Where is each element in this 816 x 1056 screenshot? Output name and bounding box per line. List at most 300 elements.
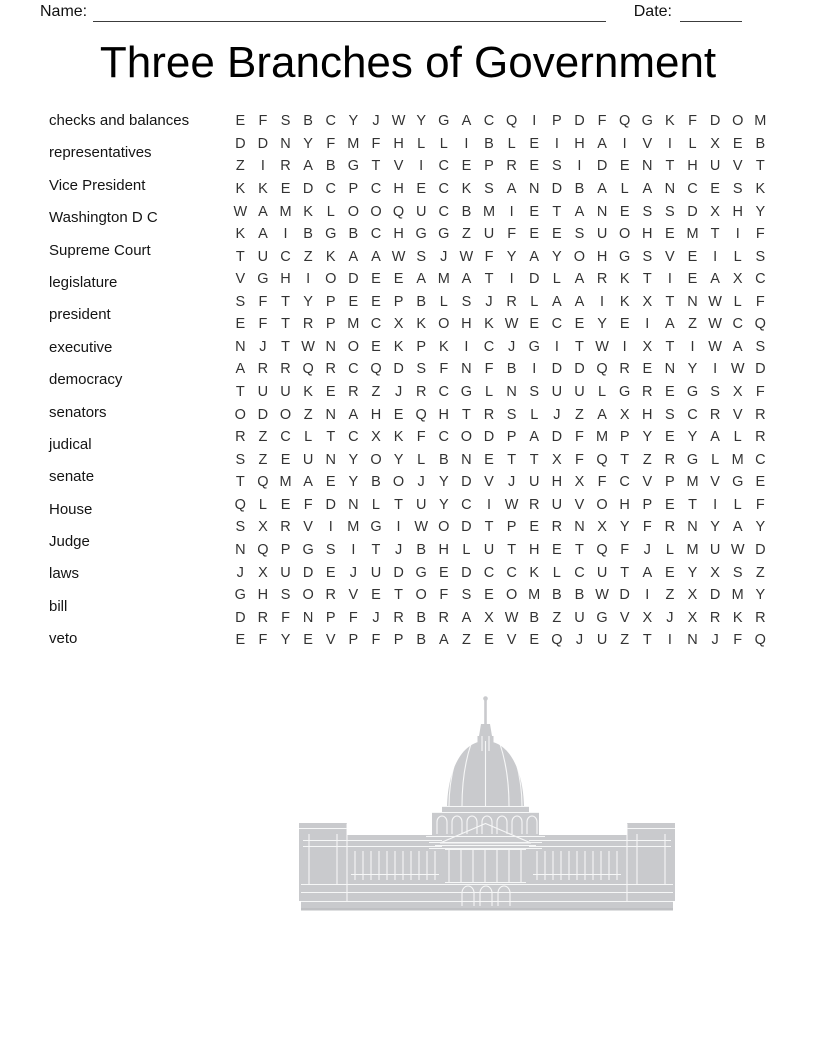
grid-letter: J: [575, 632, 584, 649]
grid-letter: C: [325, 113, 336, 130]
grid-letter: V: [325, 632, 336, 649]
grid-letter: I: [328, 519, 333, 536]
grid-letter: G: [438, 226, 450, 243]
grid-letter: C: [755, 451, 766, 468]
grid-letter: O: [460, 429, 473, 446]
grid-letter: O: [596, 496, 608, 513]
grid-letter: U: [551, 384, 563, 401]
grid-letter: N: [302, 609, 314, 626]
grid-letter: A: [461, 271, 472, 288]
grid-letter: B: [438, 451, 449, 468]
grid-letter: P: [280, 541, 291, 558]
word-list-item: Supreme Court: [49, 241, 151, 259]
grid-letter: T: [688, 496, 697, 513]
grid-letter: C: [483, 338, 495, 355]
grid-letter: E: [619, 316, 630, 333]
grid-letter: S: [574, 226, 585, 243]
grid-letter: P: [506, 429, 517, 446]
grid-letter: D: [461, 519, 472, 536]
grid-letter: G: [460, 384, 473, 401]
grid-letter: X: [642, 293, 653, 310]
word-list-item: bill: [49, 597, 68, 615]
grid-letter: D: [325, 496, 336, 513]
grid-letter: U: [596, 632, 608, 649]
grid-letter: P: [325, 293, 336, 310]
grid-letter: L: [552, 564, 561, 581]
word-list-item: Judge: [49, 533, 90, 551]
grid-letter: E: [348, 293, 359, 310]
word-list-item: checks and balances: [49, 112, 190, 129]
grid-letter: I: [464, 135, 469, 152]
grid-letter: I: [509, 203, 514, 220]
grid-letter: E: [574, 316, 585, 333]
grid-letter: E: [619, 203, 630, 220]
grid-letter: T: [620, 564, 630, 581]
grid-letter: S: [416, 361, 427, 378]
grid-letter: U: [528, 474, 540, 491]
grid-letter: L: [439, 135, 448, 152]
grid-letter: Y: [303, 135, 313, 152]
grid-letter: U: [596, 226, 608, 243]
grid-letter: S: [755, 338, 766, 355]
grid-letter: R: [755, 406, 766, 423]
grid-letter: F: [371, 632, 381, 649]
grid-letter: D: [528, 271, 540, 288]
grid-letter: Z: [371, 384, 381, 401]
grid-letter: B: [325, 158, 336, 175]
grid-letter: F: [258, 632, 268, 649]
grid-letter: F: [303, 496, 313, 513]
grid-letter: O: [279, 406, 292, 423]
grid-letter: P: [416, 338, 427, 355]
grid-letter: S: [235, 451, 246, 468]
grid-letter: S: [665, 203, 675, 220]
grid-letter: E: [529, 316, 540, 333]
grid-letter: A: [303, 474, 313, 491]
grid-letter: K: [665, 113, 675, 130]
grid-letter: Z: [755, 564, 765, 581]
grid-letter: D: [461, 474, 472, 491]
grid-letter: I: [713, 248, 718, 265]
grid-letter: Y: [393, 451, 404, 468]
grid-letter: H: [461, 316, 472, 333]
grid-letter: V: [732, 406, 743, 423]
grid-letter: M: [686, 474, 699, 491]
grid-letter: I: [532, 361, 537, 378]
grid-letter: T: [281, 293, 290, 310]
grid-letter: O: [619, 226, 631, 243]
grid-letter: I: [622, 338, 627, 355]
grid-letter: I: [622, 135, 627, 152]
grid-letter: O: [302, 587, 314, 604]
grid-letter: L: [530, 406, 539, 423]
word-list-item: House: [49, 500, 93, 518]
grid-letter: F: [416, 429, 426, 446]
grid-letter: M: [482, 203, 496, 220]
grid-letter: N: [687, 519, 698, 536]
grid-letter: E: [371, 338, 381, 355]
grid-letter: Q: [234, 496, 246, 513]
grid-letter: L: [462, 541, 471, 558]
grid-letter: H: [257, 587, 269, 604]
grid-letter: Q: [596, 451, 608, 468]
grid-letter: J: [666, 609, 674, 626]
grid-letter: Q: [551, 632, 563, 649]
grid-letter: K: [325, 248, 336, 265]
grid-letter: I: [419, 158, 424, 175]
grid-letter: G: [415, 226, 427, 243]
grid-letter: W: [391, 248, 406, 265]
grid-letter: H: [393, 180, 404, 197]
grid-letter: M: [596, 429, 609, 446]
grid-letter: E: [529, 226, 540, 243]
grid-letter: C: [438, 203, 450, 220]
grid-letter: E: [710, 180, 720, 197]
grid-letter: B: [371, 474, 381, 491]
grid-letter: X: [732, 384, 743, 401]
grid-letter: V: [484, 474, 494, 491]
grid-letter: Y: [687, 564, 698, 581]
grid-letter: L: [417, 451, 426, 468]
grid-letter: N: [325, 451, 336, 468]
grid-letter: F: [484, 248, 494, 265]
grid-letter: N: [687, 632, 698, 649]
grid-letter: N: [325, 338, 336, 355]
grid-letter: F: [755, 384, 765, 401]
grid-letter: A: [258, 203, 268, 220]
grid-letter: G: [528, 338, 540, 355]
word-list-item: democracy: [49, 371, 123, 389]
grid-letter: D: [755, 541, 766, 558]
grid-letter: T: [755, 158, 765, 175]
grid-letter: C: [732, 316, 743, 333]
us-capitol-icon: [299, 694, 675, 913]
grid-letter: L: [733, 429, 742, 446]
grid-letter: W: [730, 361, 745, 378]
grid-letter: K: [619, 271, 630, 288]
grid-letter: L: [733, 248, 742, 265]
grid-letter: T: [507, 541, 517, 558]
grid-letter: M: [731, 451, 744, 468]
grid-letter: I: [690, 338, 695, 355]
grid-letter: L: [371, 496, 380, 513]
grid-letter: N: [687, 293, 698, 310]
grid-letter: H: [642, 226, 653, 243]
grid-letter: D: [619, 587, 630, 604]
grid-letter: Q: [257, 474, 269, 491]
grid-letter: O: [234, 406, 246, 423]
grid-letter: L: [598, 384, 607, 401]
grid-letter: H: [438, 541, 450, 558]
grid-letter: W: [459, 248, 474, 265]
grid-letter: G: [686, 384, 699, 401]
grid-letter: F: [755, 226, 765, 243]
grid-letter: J: [553, 406, 561, 423]
grid-letter: K: [438, 338, 449, 355]
grid-letter: S: [325, 541, 336, 558]
grid-letter: E: [371, 271, 381, 288]
grid-letter: L: [620, 180, 629, 197]
grid-letter: L: [711, 451, 720, 468]
grid-letter: R: [438, 609, 450, 626]
capitol-illustration: [299, 694, 675, 913]
grid-letter: P: [642, 496, 653, 513]
grid-letter: L: [552, 271, 561, 288]
grid-letter: A: [529, 248, 540, 265]
grid-letter: H: [732, 203, 743, 220]
grid-letter: V: [393, 158, 404, 175]
grid-letter: L: [258, 496, 267, 513]
grid-letter: Y: [506, 248, 517, 265]
grid-letter: T: [642, 271, 652, 288]
word-list-item: judical: [49, 435, 92, 453]
grid-letter: V: [619, 609, 630, 626]
grid-letter: O: [438, 316, 450, 333]
word-list-item: Vice President: [49, 176, 146, 194]
grid-letter: I: [713, 496, 718, 513]
grid-letter: D: [687, 203, 698, 220]
grid-letter: D: [393, 564, 404, 581]
grid-letter: G: [415, 564, 427, 581]
grid-letter: T: [665, 338, 675, 355]
grid-letter: Q: [415, 406, 427, 423]
grid-letter: K: [484, 316, 494, 333]
grid-letter: X: [574, 474, 585, 491]
grid-letter: N: [528, 180, 540, 197]
grid-letter: G: [370, 519, 382, 536]
grid-letter: F: [439, 587, 449, 604]
grid-letter: Q: [257, 541, 269, 558]
grid-letter: T: [235, 384, 245, 401]
grid-letter: Z: [235, 158, 245, 175]
grid-letter: N: [574, 519, 585, 536]
grid-letter: I: [486, 496, 492, 513]
grid-letter: B: [574, 587, 585, 604]
grid-letter: A: [732, 338, 743, 355]
grid-letter: X: [619, 406, 630, 423]
grid-letter: C: [370, 316, 382, 333]
grid-letter: F: [484, 361, 494, 378]
grid-letter: M: [347, 519, 360, 536]
grid-letter: R: [755, 609, 766, 626]
grid-letter: Q: [370, 361, 382, 378]
grid-letter: Z: [665, 587, 675, 604]
grid-letter: R: [619, 361, 630, 378]
grid-letter: D: [461, 564, 472, 581]
grid-letter: Q: [619, 113, 631, 130]
grid-letter: V: [642, 474, 653, 491]
grid-letter: O: [347, 203, 359, 220]
grid-letter: U: [280, 384, 291, 401]
grid-letter: R: [664, 519, 676, 536]
grid-letter: D: [574, 113, 585, 130]
grid-letter: R: [709, 609, 721, 626]
grid-letter: W: [595, 587, 609, 604]
grid-letter: M: [686, 226, 699, 243]
grid-letter: X: [552, 451, 562, 468]
grid-letter: C: [280, 429, 291, 446]
grid-letter: Y: [416, 113, 427, 130]
grid-letter: E: [280, 451, 291, 468]
grid-letter: F: [507, 226, 517, 243]
grid-letter: F: [371, 135, 381, 152]
grid-letter: F: [575, 429, 584, 446]
grid-letter: S: [416, 248, 427, 265]
word-list-item: senators: [49, 403, 107, 421]
grid-letter: Y: [642, 429, 653, 446]
grid-letter: C: [483, 564, 495, 581]
grid-letter: V: [642, 135, 653, 152]
grid-letter: X: [687, 609, 698, 626]
grid-letter: E: [687, 271, 698, 288]
grid-letter: I: [351, 541, 356, 558]
grid-letter: G: [325, 226, 337, 243]
grid-letter: X: [710, 135, 720, 152]
grid-letter: T: [371, 541, 381, 558]
grid-letter: E: [665, 226, 675, 243]
grid-letter: D: [596, 158, 608, 175]
grid-letter: A: [506, 180, 517, 197]
grid-letter: L: [439, 293, 448, 310]
grid-letter: Z: [303, 406, 313, 423]
grid-letter: Y: [619, 519, 630, 536]
grid-letter: E: [552, 226, 562, 243]
grid-letter: H: [596, 248, 608, 265]
grid-letter: C: [370, 226, 382, 243]
grid-letter: I: [667, 135, 672, 152]
grid-letter: T: [371, 158, 381, 175]
word-list-item: Washington D C: [49, 209, 158, 227]
grid-letter: H: [438, 406, 450, 423]
grid-letter: F: [575, 451, 584, 468]
grid-letter: K: [619, 293, 630, 310]
grid-letter: A: [348, 406, 359, 423]
grid-letter: Z: [303, 248, 313, 265]
grid-letter: H: [280, 271, 291, 288]
grid-letter: S: [484, 180, 494, 197]
grid-letter: B: [348, 226, 359, 243]
grid-letter: T: [642, 632, 652, 649]
grid-letter: L: [326, 203, 335, 220]
grid-letter: U: [709, 158, 721, 175]
grid-letter: C: [619, 474, 630, 491]
grid-letter: L: [304, 429, 313, 446]
grid-letter: J: [711, 632, 719, 649]
grid-letter: S: [642, 203, 653, 220]
grid-letter: A: [461, 609, 472, 626]
grid-letter: E: [438, 564, 449, 581]
grid-letter: K: [258, 180, 268, 197]
grid-letter: F: [326, 135, 336, 152]
grid-letter: F: [258, 113, 268, 130]
grid-letter: X: [258, 519, 268, 536]
grid-letter: Y: [687, 361, 698, 378]
grid-letter: A: [348, 248, 359, 265]
grid-letter: I: [667, 632, 672, 649]
grid-letter: K: [393, 338, 404, 355]
grid-letter: C: [438, 384, 450, 401]
grid-letter: T: [620, 451, 630, 468]
grid-letter: C: [348, 361, 359, 378]
grid-letter: C: [438, 180, 450, 197]
grid-letter: E: [484, 587, 494, 604]
grid-letter: B: [552, 587, 562, 604]
date-label: Date:: [633, 3, 672, 20]
grid-letter: J: [485, 293, 493, 310]
grid-letter: N: [280, 135, 291, 152]
grid-letter: T: [235, 474, 245, 491]
grid-letter: E: [665, 429, 675, 446]
grid-letter: F: [258, 316, 268, 333]
grid-letter: K: [235, 226, 246, 243]
grid-letter: V: [665, 248, 675, 265]
grid-letter: W: [504, 496, 519, 513]
grid-letter: S: [732, 180, 743, 197]
grid-letter: N: [596, 203, 608, 220]
grid-letter: D: [551, 361, 563, 378]
grid-letter: J: [372, 609, 380, 626]
grid-letter: R: [325, 587, 336, 604]
grid-letter: E: [235, 316, 246, 333]
grid-letter: R: [348, 384, 359, 401]
grid-letter: U: [415, 203, 427, 220]
grid-letter: I: [645, 316, 650, 333]
grid-letter: O: [415, 587, 427, 604]
grid-letter: T: [665, 158, 675, 175]
grid-letter: A: [732, 519, 743, 536]
grid-letter: T: [665, 293, 675, 310]
grid-letter: S: [280, 587, 291, 604]
grid-letter: G: [257, 271, 269, 288]
grid-letter: T: [484, 271, 494, 288]
grid-letter: Z: [642, 451, 652, 468]
grid-letter: G: [347, 158, 359, 175]
grid-letter: A: [258, 226, 268, 243]
grid-letter: F: [688, 113, 697, 130]
grid-letter: W: [595, 338, 609, 355]
grid-letter: G: [619, 248, 631, 265]
grid-letter: X: [393, 316, 404, 333]
grid-letter: E: [303, 632, 313, 649]
grid-letter: C: [574, 564, 585, 581]
grid-letter: G: [302, 541, 314, 558]
grid-letter: N: [235, 541, 246, 558]
grid-letter: E: [484, 451, 494, 468]
grid-letter: A: [416, 271, 427, 288]
grid-letter: A: [597, 180, 607, 197]
grid-letter: Y: [348, 451, 359, 468]
grid-letter: R: [528, 496, 540, 513]
grid-letter: C: [461, 496, 472, 513]
grid-letter: O: [392, 474, 405, 491]
grid-letter: X: [710, 564, 720, 581]
grid-letter: E: [325, 474, 336, 491]
grid-letter: D: [709, 113, 721, 130]
grid-letter: M: [279, 203, 292, 220]
grid-letter: T: [575, 338, 584, 355]
grid-letter: I: [260, 158, 265, 175]
grid-letter: G: [596, 609, 608, 626]
grid-letter: C: [325, 180, 336, 197]
grid-letter: T: [575, 541, 584, 558]
grid-letter: C: [280, 248, 291, 265]
grid-letter: P: [552, 113, 562, 130]
grid-letter: T: [507, 451, 517, 468]
grid-letter: R: [551, 519, 563, 536]
grid-letter: C: [687, 180, 698, 197]
grid-letter: V: [303, 519, 313, 536]
grid-letter: R: [325, 361, 336, 378]
